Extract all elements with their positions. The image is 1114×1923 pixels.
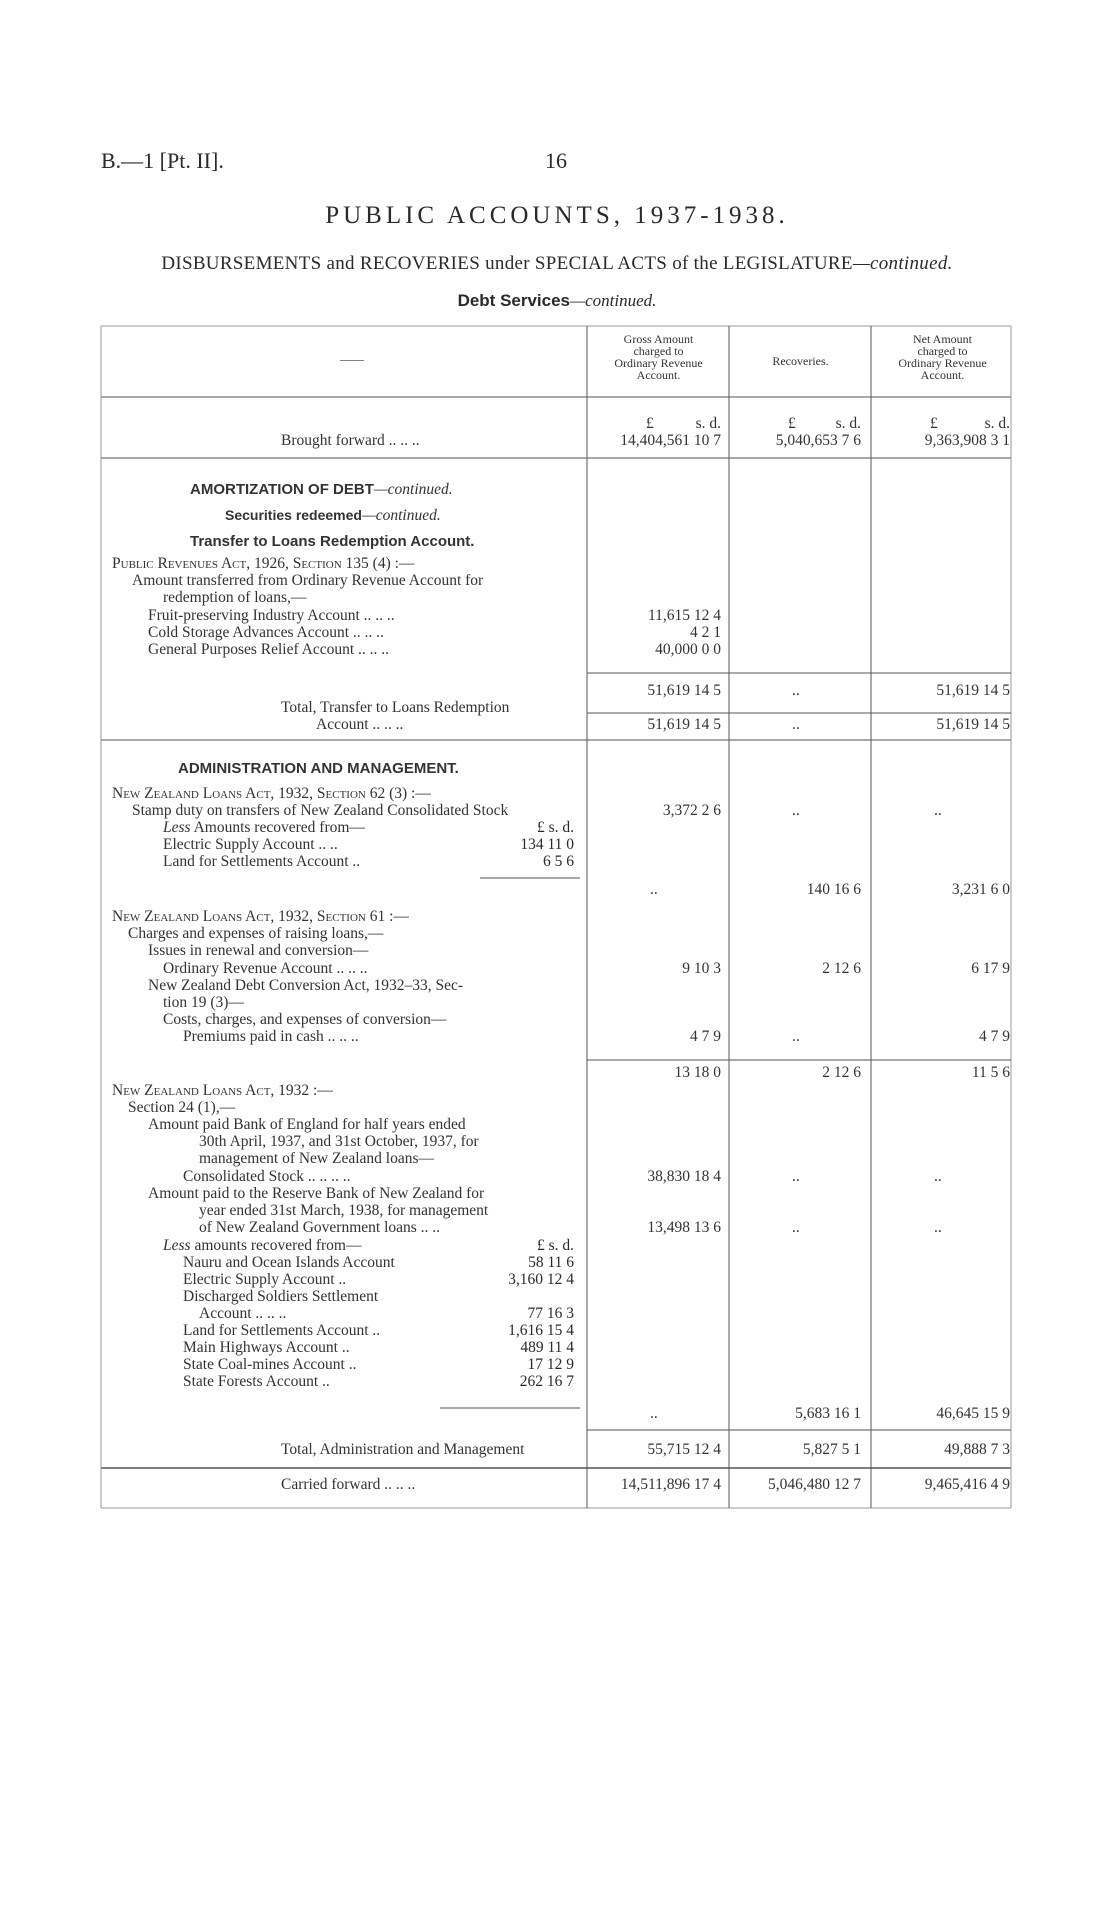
premiums-net: 4 7 9: [979, 1028, 1010, 1045]
net-sd-unit: s. d.: [984, 415, 1010, 432]
administration-total-label: Total, Administration and Management: [281, 1441, 525, 1458]
ordinary-revenue-label: Ordinary Revenue Account .. .. ..: [163, 960, 368, 977]
recovery-item-label: Electric Supply Account ..: [183, 1271, 347, 1288]
bank-england-label-3: management of New Zealand loans—: [199, 1150, 434, 1167]
amortization-heading: AMORTIZATION OF DEBT—continued.: [190, 481, 453, 498]
section-title: Debt Services—continued.: [457, 291, 657, 310]
general-purposes-label: General Purposes Relief Account .. .. ..: [148, 641, 390, 658]
fruit-preserving-label: Fruit-preserving Industry Account .. .. ..: [148, 607, 395, 624]
net-pound-unit: £: [930, 415, 938, 432]
page-reference: B.—1 [Pt. II].: [101, 148, 224, 173]
stamp-duty-recoveries: ..: [792, 802, 800, 819]
stamp-duty-result-gross: ..: [650, 881, 658, 898]
bank-england-label: Amount paid Bank of England for half years ended: [148, 1116, 466, 1133]
loans-act-result-net: 46,645 15 9: [936, 1405, 1010, 1422]
loans-act-61-title: New Zealand Loans Act, 1932, Section 61 :—: [112, 908, 409, 925]
recovery-item-label: State Coal-mines Account ..: [183, 1356, 357, 1373]
consolidated-stock-label: Consolidated Stock .. .. .. ..: [183, 1168, 351, 1185]
recoveries-sd-unit: s. d.: [835, 415, 861, 432]
net-column-header: Net Amount charged to Ordinary Revenue Account.: [898, 332, 987, 382]
administration-heading: ADMINISTRATION AND MANAGEMENT.: [178, 760, 459, 777]
debt-conversion-label: New Zealand Debt Conversion Act, 1932–33, Sec-: [148, 977, 464, 994]
stamp-duty-label: Stamp duty on transfers of New Zealand Consolidated Stock: [132, 802, 509, 819]
recoveries-pound-unit: £: [788, 415, 796, 432]
transfer-description-cont: redemption of loans,—: [163, 589, 307, 606]
transfer-subtotal-net: 51,619 14 5: [936, 682, 1010, 699]
ordinary-revenue-net: 6 17 9: [971, 960, 1010, 977]
transfer-subtotal-recoveries: ..: [792, 682, 800, 699]
loans-act-result-recoveries: 5,683 16 1: [795, 1405, 861, 1422]
section-61-total-gross: 13 18 0: [674, 1064, 721, 1081]
recovery-item-label: Account .. .. ..: [199, 1305, 287, 1322]
carried-forward-label: Carried forward .. .. ..: [281, 1476, 416, 1493]
recovery-item-amount: 262 16 7: [519, 1373, 574, 1390]
less-amounts-label: Less amounts recovered from—: [163, 1237, 362, 1254]
premiums-recoveries: ..: [792, 1028, 800, 1045]
reserve-bank-net: ..: [934, 1219, 942, 1236]
premiums-label: Premiums paid in cash .. .. ..: [183, 1028, 359, 1045]
transfer-heading: Transfer to Loans Redemption Account.: [190, 533, 475, 550]
debt-conversion-label-cont: tion 19 (3)—: [163, 994, 244, 1011]
transfer-description: Amount transferred from Ordinary Revenue Account for: [132, 572, 484, 589]
loans-act-62-title: New Zealand Loans Act, 1932, Section 62 (3) :—: [112, 785, 431, 802]
section-61-total-recoveries: 2 12 6: [822, 1064, 861, 1081]
stamp-duty-result-net: 3,231 6 0: [951, 881, 1010, 898]
bank-england-label-2: 30th April, 1937, and 31st October, 1937, for: [199, 1133, 479, 1150]
reserve-bank-label-3: of New Zealand Government loans .. ..: [199, 1219, 441, 1236]
costs-charges-label: Costs, charges, and expenses of conversion—: [163, 1011, 447, 1028]
carried-forward-gross: 14,511,896 17 4: [620, 1476, 721, 1493]
gross-column-header: Gross Amount charged to Ordinary Revenue Account.: [614, 332, 703, 382]
recovery-item-amount: 77 16 3: [527, 1305, 574, 1322]
brought-forward-label: Brought forward .. .. ..: [281, 432, 420, 449]
page-number: 16: [545, 148, 567, 173]
blank-column-header: ——: [340, 352, 364, 366]
administration-total-gross: 55,715 12 4: [647, 1441, 721, 1458]
transfer-total-label-cont: Account .. .. ..: [316, 716, 404, 733]
recovery-item-label: Main Highways Account ..: [183, 1339, 350, 1356]
public-revenues-act: Public Revenues Act, 1926, Section 135 (4) :—: [112, 555, 415, 572]
ordinary-revenue-recoveries: 2 12 6: [822, 960, 861, 977]
loans-act-1932-title: New Zealand Loans Act, 1932 :—: [112, 1082, 333, 1099]
recovery-item-amount: 1,616 15 4: [508, 1322, 574, 1339]
electric-supply-label: Electric Supply Account .. ..: [163, 836, 338, 853]
recovery-item-label: Land for Settlements Account ..: [183, 1322, 381, 1339]
recoveries-column-header: Recoveries.: [772, 354, 829, 368]
reserve-bank-recoveries: ..: [792, 1219, 800, 1236]
transfer-total-label: Total, Transfer to Loans Redemption: [281, 699, 510, 716]
less-recovered-label: Less Amounts recovered from—: [163, 819, 365, 836]
administration-total-net: 49,888 7 3: [944, 1441, 1010, 1458]
cold-storage-gross: 4 2 1: [690, 624, 721, 641]
recovery-item-amount: 3,160 12 4: [508, 1271, 574, 1288]
brought-forward-net: 9,363,908 3 1: [924, 432, 1010, 449]
page-title: PUBLIC ACCOUNTS, 1937-1938.: [325, 202, 789, 229]
reserve-bank-gross: 13,498 13 6: [647, 1219, 721, 1236]
consolidated-stock-recoveries: ..: [792, 1168, 800, 1185]
general-purposes-gross: 40,000 0 0: [655, 641, 721, 658]
transfer-total-net: 51,619 14 5: [936, 716, 1010, 733]
consolidated-stock-net: ..: [934, 1168, 942, 1185]
premiums-gross: 4 7 9: [690, 1028, 721, 1045]
charges-expenses-label: Charges and expenses of raising loans,—: [128, 925, 384, 942]
cold-storage-label: Cold Storage Advances Account .. .. ..: [148, 624, 384, 641]
recovery-item-label: Discharged Soldiers Settlement: [183, 1288, 379, 1305]
stamp-duty-result-recoveries: 140 16 6: [806, 881, 861, 898]
page-subtitle: DISBURSEMENTS and RECOVERIES under SPECIAL ACTS of the LEGISLATURE—continued.: [161, 253, 953, 274]
stamp-duty-gross: 3,372 2 6: [662, 802, 721, 819]
carried-forward-recoveries: 5,046,480 12 7: [768, 1476, 861, 1493]
transfer-total-recoveries: ..: [792, 716, 800, 733]
reserve-bank-label-2: year ended 31st March, 1938, for management: [199, 1202, 489, 1219]
loans-act-result-gross: ..: [650, 1405, 658, 1422]
administration-total-recoveries: 5,827 5 1: [802, 1441, 861, 1458]
section-61-total-net: 11 5 6: [971, 1064, 1010, 1081]
transfer-subtotal-gross: 51,619 14 5: [647, 682, 721, 699]
consolidated-stock-gross: 38,830 18 4: [647, 1168, 721, 1185]
stamp-duty-net: ..: [934, 802, 942, 819]
recovery-item-amount: 489 11 4: [520, 1339, 574, 1356]
recovery-item-amount: 17 12 9: [527, 1356, 574, 1373]
issues-renewal-label: Issues in renewal and conversion—: [148, 942, 369, 959]
fruit-preserving-gross: 11,615 12 4: [647, 607, 721, 624]
recovery-item-label: State Forests Account ..: [183, 1373, 330, 1390]
land-settlements-label: Land for Settlements Account ..: [163, 853, 361, 870]
recovery-item-amount: 58 11 6: [528, 1254, 574, 1271]
brought-forward-recoveries: 5,040,653 7 6: [775, 432, 861, 449]
gross-sd-unit: s. d.: [695, 415, 721, 432]
ordinary-revenue-gross: 9 10 3: [682, 960, 721, 977]
carried-forward-net: 9,465,416 4 9: [924, 1476, 1010, 1493]
less-recovered-units: £ s. d.: [536, 819, 574, 836]
reserve-bank-label: Amount paid to the Reserve Bank of New Zealand for: [148, 1185, 485, 1202]
gross-pound-unit: £: [646, 415, 654, 432]
transfer-total-gross: 51,619 14 5: [647, 716, 721, 733]
land-settlements-amount: 6 5 6: [543, 853, 574, 870]
section-24-label: Section 24 (1),—: [128, 1099, 236, 1116]
brought-forward-gross: 14,404,561 10 7: [620, 432, 721, 449]
recovery-item-label: Nauru and Ocean Islands Account: [183, 1254, 395, 1271]
less-amounts-units: £ s. d.: [536, 1237, 574, 1254]
electric-supply-amount: 134 11 0: [520, 836, 574, 853]
securities-redeemed-heading: Securities redeemed—continued.: [225, 507, 441, 524]
